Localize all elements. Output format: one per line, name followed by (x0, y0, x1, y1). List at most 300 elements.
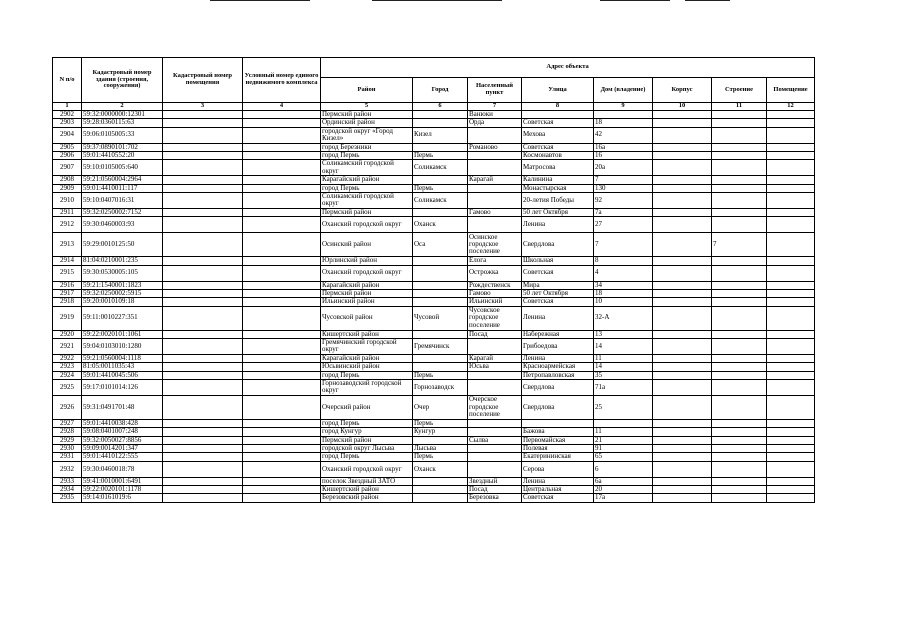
cell-kad-room (163, 453, 243, 461)
cell-ulitsa: Монастырская (522, 184, 594, 192)
cell-rayon: Кишертский район (321, 330, 413, 338)
cell-cond-number (243, 453, 321, 461)
cell-korpus (653, 127, 712, 143)
cell-dom: 6 (594, 461, 653, 477)
cell-rayon: город Кунгур (321, 428, 413, 436)
cell-np (468, 453, 522, 461)
cell-korpus (653, 289, 712, 297)
cell-rayon: Очерский район (321, 395, 413, 419)
cell-cond-number (243, 265, 321, 281)
cell-pomeschenie (767, 436, 815, 444)
cell-kad-building: 59:28:0360115:63 (82, 119, 163, 127)
cell-ulitsa: Космонавтов (522, 151, 594, 159)
table-row (53, 119, 815, 127)
cell-pomeschenie (767, 160, 815, 176)
cell-pomeschenie (767, 265, 815, 281)
cell-gorod: Гремячинск (413, 338, 468, 354)
cell-gorod: Оханск (413, 461, 468, 477)
cell-np (468, 217, 522, 233)
cell-np: Карагай (468, 176, 522, 184)
scan-top-line (600, 0, 670, 1)
cell-stroenie (712, 217, 767, 233)
table-row (53, 436, 815, 444)
cell-kad-room (163, 445, 243, 453)
cell-pomeschenie (767, 395, 815, 419)
cell-number: 2910 (53, 192, 82, 208)
cell-gorod (413, 494, 468, 502)
col-number: 5 (321, 103, 413, 111)
cell-ulitsa: Полевая (522, 445, 594, 453)
table-row (53, 363, 815, 371)
cell-gorod (413, 363, 468, 371)
cell-cond-number (243, 363, 321, 371)
cell-number: 2926 (53, 395, 82, 419)
col-number: 10 (653, 103, 712, 111)
cell-ulitsa: Свердлова (522, 233, 594, 257)
cell-gorod (413, 436, 468, 444)
cell-ulitsa: Советская (522, 119, 594, 127)
cell-number: 2928 (53, 428, 82, 436)
col-number: 6 (413, 103, 468, 111)
cell-rayon: Пермский район (321, 208, 413, 216)
cell-kad-room (163, 354, 243, 362)
cell-rayon: Соликамский городской округ (321, 192, 413, 208)
cell-kad-building: 59:09:0014201:347 (82, 445, 163, 453)
cell-number: 2914 (53, 257, 82, 265)
cell-dom: 32-А (594, 306, 653, 330)
cell-number: 2912 (53, 217, 82, 233)
cell-ulitsa: Калинина (522, 176, 594, 184)
cell-rayon: городской округ Лысьва (321, 445, 413, 453)
cell-rayon: Оханский городской округ (321, 461, 413, 477)
cell-number: 2921 (53, 338, 82, 354)
cell-cond-number (243, 151, 321, 159)
cell-kad-building: 81:05:0011035:43 (82, 363, 163, 371)
cell-rayon: Ординский район (321, 119, 413, 127)
cell-stroenie (712, 208, 767, 216)
cell-number: 2925 (53, 379, 82, 395)
cell-cond-number (243, 379, 321, 395)
col-number: 9 (594, 103, 653, 111)
header-korpus: Корпус (653, 78, 712, 103)
header-gorod: Город (413, 78, 468, 103)
cell-np (468, 419, 522, 427)
cell-gorod: Кунгур (413, 428, 468, 436)
col-number: 1 (53, 103, 82, 111)
cell-number: 2918 (53, 298, 82, 306)
col-number: 11 (712, 103, 767, 111)
header-ulitsa: Улица (522, 78, 594, 103)
objects-table (52, 57, 815, 503)
cell-kad-building: 59:32:0000000:12301 (82, 110, 163, 118)
cell-number: 2908 (53, 176, 82, 184)
cell-gorod: Соликамск (413, 160, 468, 176)
cell-number: 2905 (53, 143, 82, 151)
cell-np: Посад (468, 486, 522, 494)
cell-korpus (653, 477, 712, 485)
cell-kad-building: 59:30:0460003:93 (82, 217, 163, 233)
cell-kad-room (163, 436, 243, 444)
cell-ulitsa: Ленина (522, 217, 594, 233)
cell-pomeschenie (767, 371, 815, 379)
cell-rayon: Карагайский район (321, 176, 413, 184)
cell-ulitsa: Свердлова (522, 379, 594, 395)
cell-number: 2933 (53, 477, 82, 485)
cell-cond-number (243, 192, 321, 208)
cell-pomeschenie (767, 428, 815, 436)
cell-gorod: Горнозаводск (413, 379, 468, 395)
cell-np: Очерское городское поселение (468, 395, 522, 419)
cell-cond-number (243, 486, 321, 494)
cell-number: 2920 (53, 330, 82, 338)
cell-cond-number (243, 445, 321, 453)
cell-stroenie (712, 436, 767, 444)
cell-pomeschenie (767, 151, 815, 159)
cell-dom: 34 (594, 281, 653, 289)
cell-pomeschenie (767, 477, 815, 485)
cell-gorod: Пермь (413, 184, 468, 192)
cell-korpus (653, 217, 712, 233)
cell-ulitsa: Екатерининская (522, 453, 594, 461)
cell-rayon: город Пермь (321, 184, 413, 192)
cell-number: 2909 (53, 184, 82, 192)
cell-cond-number (243, 461, 321, 477)
cell-dom: 18 (594, 119, 653, 127)
cell-korpus (653, 143, 712, 151)
cell-stroenie (712, 160, 767, 176)
header-kad-room: Кадастровый номер помещения (163, 58, 243, 103)
cell-dom: 20 (594, 486, 653, 494)
cell-number: 2902 (53, 110, 82, 118)
cell-kad-room (163, 176, 243, 184)
cell-rayon: Кишертский район (321, 486, 413, 494)
cell-kad-building: 59:10:0407016:31 (82, 192, 163, 208)
table-row (53, 192, 815, 208)
cell-gorod: Оханск (413, 217, 468, 233)
cell-stroenie (712, 184, 767, 192)
cell-korpus (653, 453, 712, 461)
cell-ulitsa: Ленина (522, 354, 594, 362)
cell-rayon: Юрлинский район (321, 257, 413, 265)
cell-pomeschenie (767, 445, 815, 453)
cell-cond-number (243, 233, 321, 257)
cell-number: 2930 (53, 445, 82, 453)
cell-ulitsa: Бажова (522, 428, 594, 436)
cell-cond-number (243, 338, 321, 354)
cell-np: Юсьва (468, 363, 522, 371)
cell-stroenie (712, 176, 767, 184)
cell-gorod (413, 289, 468, 297)
cell-pomeschenie (767, 281, 815, 289)
table-row (53, 265, 815, 281)
cell-dom: 11 (594, 354, 653, 362)
cell-kad-room (163, 184, 243, 192)
cell-dom: 14 (594, 338, 653, 354)
cell-number: 2917 (53, 289, 82, 297)
cell-dom: 6а (594, 477, 653, 485)
cell-kad-room (163, 298, 243, 306)
cell-kad-room (163, 379, 243, 395)
cell-cond-number (243, 371, 321, 379)
cell-number: 2932 (53, 461, 82, 477)
cell-cond-number (243, 143, 321, 151)
cell-cond-number (243, 428, 321, 436)
cell-pomeschenie (767, 306, 815, 330)
scan-top-line (210, 0, 310, 1)
table-row (53, 354, 815, 362)
cell-kad-room (163, 208, 243, 216)
cell-dom: 8 (594, 257, 653, 265)
cell-number: 2922 (53, 354, 82, 362)
cell-rayon: Пермский район (321, 110, 413, 118)
header-cond-number: Условный номер единого недвижимого комплекса (243, 58, 321, 103)
cell-np: Рождественск (468, 281, 522, 289)
table-row (53, 486, 815, 494)
cell-kad-building: 59:01:4410045:506 (82, 371, 163, 379)
table-row (53, 127, 815, 143)
table-row (53, 217, 815, 233)
cell-dom: 16 (594, 151, 653, 159)
cell-korpus (653, 110, 712, 118)
cell-stroenie (712, 330, 767, 338)
col-number: 4 (243, 103, 321, 111)
cell-pomeschenie (767, 119, 815, 127)
cell-kad-room (163, 151, 243, 159)
cell-korpus (653, 486, 712, 494)
cell-stroenie (712, 428, 767, 436)
cell-np: Елога (468, 257, 522, 265)
cell-pomeschenie (767, 354, 815, 362)
col-number: 2 (82, 103, 163, 111)
cell-dom: 35 (594, 371, 653, 379)
cell-gorod (413, 486, 468, 494)
cell-pomeschenie (767, 176, 815, 184)
cell-gorod: Пермь (413, 419, 468, 427)
table-row (53, 445, 815, 453)
cell-kad-building: 59:31:0491701:48 (82, 395, 163, 419)
cell-cond-number (243, 330, 321, 338)
cell-kad-room (163, 338, 243, 354)
cell-korpus (653, 461, 712, 477)
cell-ulitsa: Мира (522, 281, 594, 289)
cell-korpus (653, 445, 712, 453)
cell-kad-room (163, 363, 243, 371)
cell-kad-building: 59:30:0460018:78 (82, 461, 163, 477)
cell-ulitsa: Грибоедова (522, 338, 594, 354)
cell-dom (594, 110, 653, 118)
cell-korpus (653, 176, 712, 184)
cell-korpus (653, 419, 712, 427)
cell-number: 2935 (53, 494, 82, 502)
cell-gorod (413, 176, 468, 184)
cell-np: Романово (468, 143, 522, 151)
cell-np (468, 379, 522, 395)
cell-ulitsa: Набережная (522, 330, 594, 338)
cell-korpus (653, 151, 712, 159)
table-row (53, 208, 815, 216)
scan-top-line (372, 0, 502, 1)
cell-ulitsa: Мехова (522, 127, 594, 143)
cell-cond-number (243, 306, 321, 330)
cell-pomeschenie (767, 330, 815, 338)
cell-kad-building: 59:21:1540001:1823 (82, 281, 163, 289)
header-pomeschenie: Помещение (767, 78, 815, 103)
cell-korpus (653, 119, 712, 127)
cell-rayon: Березовский район (321, 494, 413, 502)
cell-stroenie (712, 119, 767, 127)
cell-stroenie (712, 486, 767, 494)
cell-kad-building: 59:41:0010001:6491 (82, 477, 163, 485)
cell-rayon: Юсьвинский район (321, 363, 413, 371)
cell-gorod: Оса (413, 233, 468, 257)
cell-pomeschenie (767, 289, 815, 297)
cell-cond-number (243, 176, 321, 184)
cell-ulitsa: Первомайская (522, 436, 594, 444)
cell-dom: 14 (594, 363, 653, 371)
cell-gorod (413, 354, 468, 362)
cell-gorod (413, 330, 468, 338)
cell-stroenie (712, 354, 767, 362)
cell-cond-number (243, 110, 321, 118)
cell-kad-building: 59:04:0103010:1280 (82, 338, 163, 354)
cell-np (468, 371, 522, 379)
table-row (53, 371, 815, 379)
cell-number: 2906 (53, 151, 82, 159)
cell-kad-room (163, 127, 243, 143)
cell-kad-building: 59:14:0161019:6 (82, 494, 163, 502)
cell-np: Орда (468, 119, 522, 127)
cell-korpus (653, 306, 712, 330)
cell-kad-building: 59:17:0101014:126 (82, 379, 163, 395)
cell-pomeschenie (767, 363, 815, 371)
cell-cond-number (243, 298, 321, 306)
cell-cond-number (243, 494, 321, 502)
cell-korpus (653, 233, 712, 257)
cell-rayon: Ильинский район (321, 298, 413, 306)
cell-cond-number (243, 119, 321, 127)
cell-cond-number (243, 419, 321, 427)
cell-gorod (413, 119, 468, 127)
table-row (53, 330, 815, 338)
cell-ulitsa: Матросова (522, 160, 594, 176)
table-row (53, 477, 815, 485)
cell-cond-number (243, 354, 321, 362)
cell-gorod: Чусовой (413, 306, 468, 330)
cell-korpus (653, 208, 712, 216)
cell-ulitsa: Школьная (522, 257, 594, 265)
cell-gorod (413, 257, 468, 265)
cell-gorod (413, 281, 468, 289)
cell-dom: 17а (594, 494, 653, 502)
cell-np: Ванюки (468, 110, 522, 118)
cell-cond-number (243, 436, 321, 444)
cell-stroenie (712, 419, 767, 427)
cell-stroenie (712, 289, 767, 297)
cell-kad-room (163, 477, 243, 485)
col-number: 12 (767, 103, 815, 111)
cell-rayon: Карагайский район (321, 281, 413, 289)
cell-ulitsa: Советская (522, 298, 594, 306)
cell-np: Сылва (468, 436, 522, 444)
cell-stroenie (712, 110, 767, 118)
header-dom: Дом (владение) (594, 78, 653, 103)
cell-kad-building: 59:32:0250002:7152 (82, 208, 163, 216)
table-row (53, 461, 815, 477)
cell-gorod: Лысьва (413, 445, 468, 453)
table-row (53, 289, 815, 297)
cell-kad-room (163, 371, 243, 379)
cell-ulitsa: Советская (522, 265, 594, 281)
cell-kad-room (163, 192, 243, 208)
cell-cond-number (243, 281, 321, 289)
table-row (53, 306, 815, 330)
cell-dom: 7а (594, 208, 653, 216)
cell-np: Чусовское городское поселение (468, 306, 522, 330)
cell-kad-building: 59:10:0105005:640 (82, 160, 163, 176)
table-row (53, 453, 815, 461)
cell-kad-room (163, 160, 243, 176)
cell-ulitsa: Свердлова (522, 395, 594, 419)
cell-stroenie (712, 306, 767, 330)
cell-kad-building: 81:04:0210001:235 (82, 257, 163, 265)
cell-korpus (653, 281, 712, 289)
cell-np (468, 160, 522, 176)
cell-dom: 21 (594, 436, 653, 444)
cell-kad-room (163, 143, 243, 151)
table-row (53, 143, 815, 151)
cell-kad-building: 59:30:0530005:105 (82, 265, 163, 281)
table-row (53, 494, 815, 502)
cell-cond-number (243, 160, 321, 176)
cell-pomeschenie (767, 419, 815, 427)
cell-dom: 130 (594, 184, 653, 192)
cell-stroenie (712, 445, 767, 453)
cell-number: 2924 (53, 371, 82, 379)
cell-pomeschenie (767, 233, 815, 257)
cell-kad-building: 59:21:0560004:1118 (82, 354, 163, 362)
cell-number: 2915 (53, 265, 82, 281)
table-row (53, 176, 815, 184)
cell-np: Карагай (468, 354, 522, 362)
cell-dom: 13 (594, 330, 653, 338)
cell-kad-building: 59:22:0020101:1061 (82, 330, 163, 338)
table-row (53, 428, 815, 436)
cell-korpus (653, 494, 712, 502)
cell-dom: 42 (594, 127, 653, 143)
cell-rayon: Карагайский район (321, 354, 413, 362)
cell-dom: 20а (594, 160, 653, 176)
cell-kad-room (163, 281, 243, 289)
cell-np (468, 428, 522, 436)
cell-stroenie: 7 (712, 233, 767, 257)
cell-gorod: Пермь (413, 151, 468, 159)
cell-ulitsa: Ленина (522, 477, 594, 485)
table-row (53, 281, 815, 289)
cell-ulitsa: Ленина (522, 306, 594, 330)
cell-korpus (653, 379, 712, 395)
cell-cond-number (243, 395, 321, 419)
cell-kad-building: 59:01:4410011:117 (82, 184, 163, 192)
cell-number: 2916 (53, 281, 82, 289)
col-number: 3 (163, 103, 243, 111)
col-number: 8 (522, 103, 594, 111)
cell-pomeschenie (767, 461, 815, 477)
cell-korpus (653, 184, 712, 192)
cell-dom: 65 (594, 453, 653, 461)
cell-korpus (653, 330, 712, 338)
cell-cond-number (243, 477, 321, 485)
cell-korpus (653, 338, 712, 354)
